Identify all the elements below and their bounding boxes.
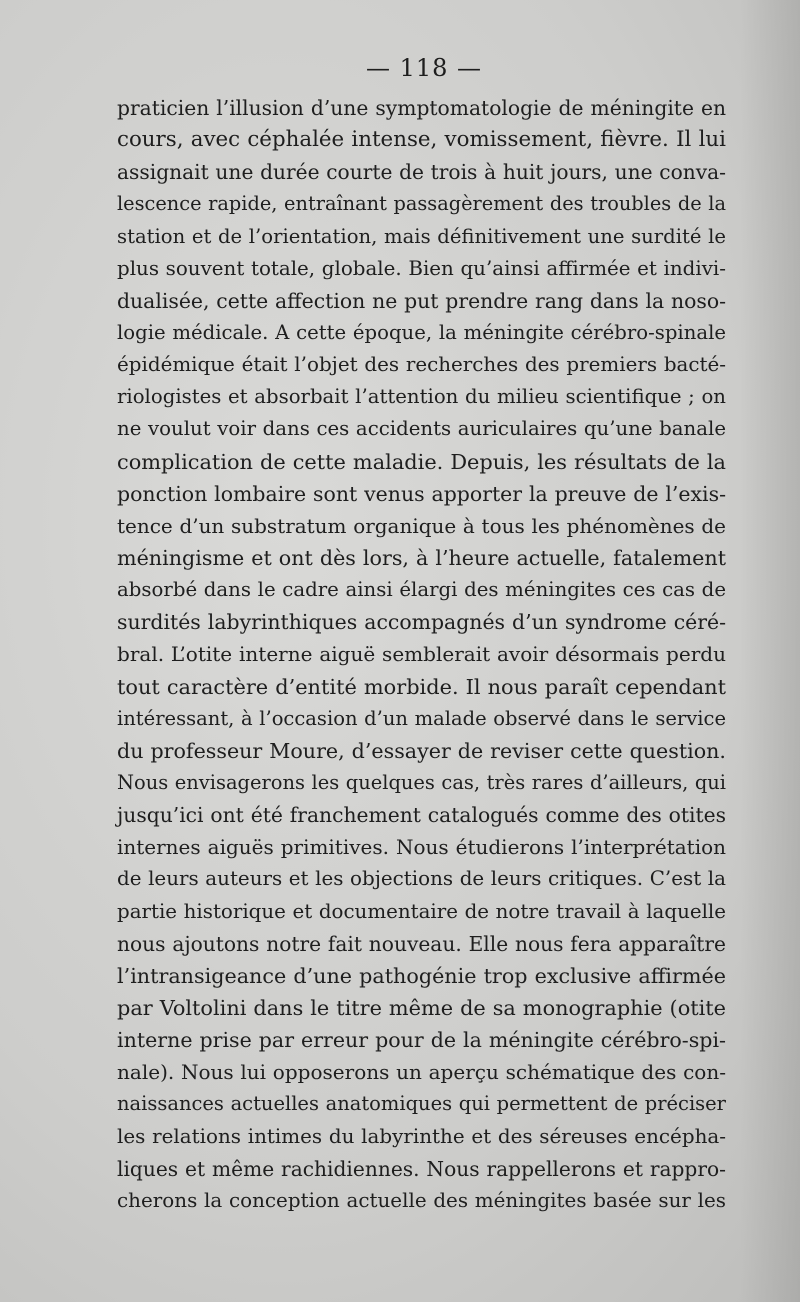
text-line: lescence rapide, entraînant passagèrement des troubles de la xyxy=(117,192,726,216)
text-line: assignait une durée courte de trois à huit jours, une conva- xyxy=(117,160,726,185)
text-line: riologistes et absorbait l’attention du milieu scientifique ; on xyxy=(117,385,726,409)
text-line: nale). Nous lui opposerons un aperçu schématique des con- xyxy=(117,1060,726,1085)
text-line: internes aiguës primitives. Nous étudierons l’interprétation xyxy=(117,835,726,860)
text-line: intéressant, à l’occasion d’un malade observé dans le service xyxy=(117,706,726,730)
text-line: liques et même rachidiennes. Nous rappellerons et rappro- xyxy=(117,1156,726,1181)
body-text xyxy=(117,92,726,1217)
text-line: ponction lombaire sont venus apporter la preuve de l’exis- xyxy=(117,481,726,506)
text-line: méningisme et ont dès lors, à l’heure actuelle, fatalement xyxy=(117,545,726,570)
text-line: tout caractère d’entité morbide. Il nous paraît cependant xyxy=(117,674,726,699)
text-line: du professeur Moure, d’essayer de reviser cette question. xyxy=(117,738,726,763)
text-line: naissances actuelles anatomiques qui permettent de préciser xyxy=(117,1092,726,1116)
text-line: station et de l’orientation, mais définitivement une surdité le xyxy=(117,224,726,248)
text-line: de leurs auteurs et les objections de leurs critiques. C’est la xyxy=(117,867,726,891)
text-line: complication de cette maladie. Depuis, les résultats de la xyxy=(117,449,726,474)
text-line: ne voulut voir dans ces accidents auriculaires qu’une banale xyxy=(117,417,726,441)
text-line: interne prise par erreur pour de la méningite cérébro-spi- xyxy=(117,1028,726,1053)
text-line: dualisée, cette affection ne put prendre rang dans la noso- xyxy=(117,288,726,313)
text-line: absorbé dans le cadre ainsi élargi des méningites ces cas de xyxy=(117,578,726,602)
text-line: nous ajoutons notre fait nouveau. Elle nous fera apparaître xyxy=(117,931,726,956)
text-line: tence d’un substratum organique à tous les phénomènes de xyxy=(117,513,726,538)
text-line: logie médicale. A cette époque, la méningite cérébro-spinale xyxy=(117,320,726,344)
text-line: épidémique était l’objet des recherches des premiers bacté- xyxy=(117,353,726,377)
text-line: les relations intimes du labyrinthe et des séreuses encépha- xyxy=(117,1124,726,1148)
text-line: cherons la conception actuelle des méningites basée sur les xyxy=(117,1188,726,1212)
text-line: partie historique et documentaire de notre travail à laquelle xyxy=(117,899,726,923)
text-line: praticien l’illusion d’une symptomatologie de méningite en xyxy=(117,96,726,120)
text-line: l’intransigeance d’une pathogénie trop exclusive affirmée xyxy=(117,963,726,988)
page-number: — 118 — xyxy=(365,54,483,82)
text-line: surdités labyrinthiques accompagnés d’un syndrome céré- xyxy=(117,610,726,635)
text-line: jusqu’ici ont été franchement catalogués comme des otites xyxy=(117,803,726,828)
text-line: plus souvent totale, globale. Bien qu’ainsi affirmée et indivi- xyxy=(117,256,726,280)
text-line: par Voltolini dans le titre même de sa monographie (otite xyxy=(117,995,726,1020)
text-line: Nous envisagerons les quelques cas, très rares d’ailleurs, qui xyxy=(117,770,726,794)
text-line: cours, avec céphalée intense, vomissement, fièvre. Il lui xyxy=(117,127,726,153)
text-line: bral. L’otite interne aiguë semblerait avoir désormais perdu xyxy=(117,642,726,667)
